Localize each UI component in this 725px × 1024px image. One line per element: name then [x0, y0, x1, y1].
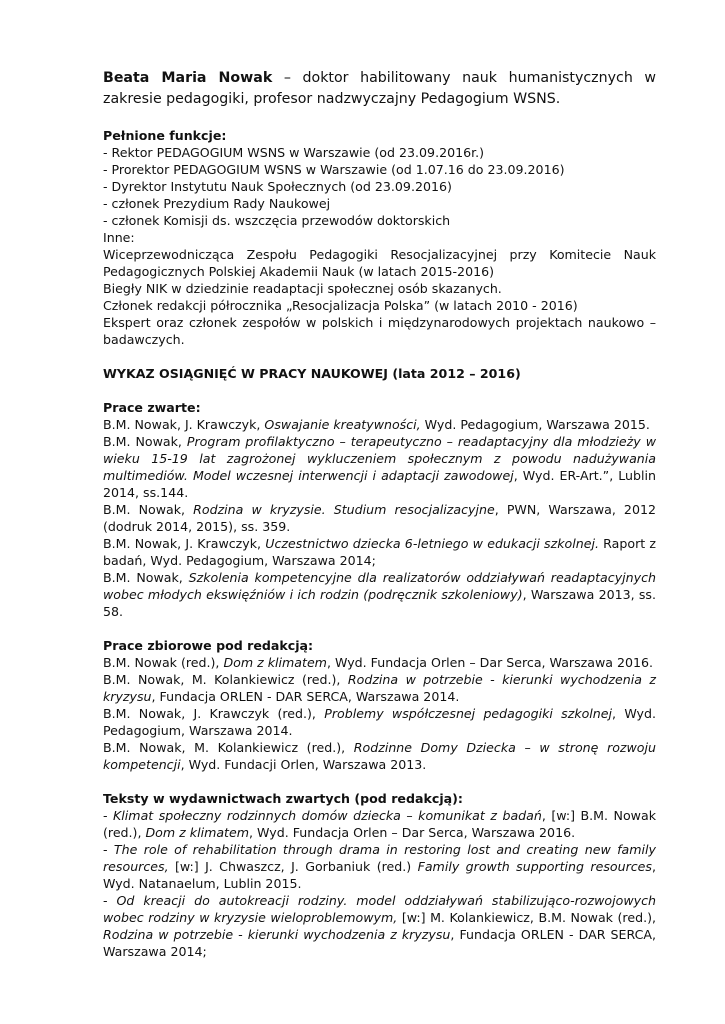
entry-authors: B.M. Nowak, M. Kolankiewicz (red.),: [103, 672, 348, 687]
entry-authors: B.M. Nowak,: [103, 434, 187, 449]
monograph-entry: [103, 433, 656, 501]
entry-title: Dom z klimatem: [223, 655, 327, 670]
entry-title: Szkolenia kompetencyjne dla realizatorów oddziaływań readaptacyjnych wobec młodych ekswięźniów i ich rodzin (podręcznik szkoleniowy): [103, 570, 656, 602]
entry-authors: B.M. Nowak, J. Krawczyk (red.),: [103, 706, 325, 721]
entry-publisher: , Wyd. Fundacja Orlen – Dar Serca, Warszawa 2016.: [326, 655, 654, 670]
entry-title: Rodzinne Domy Dziecka – w stronę rozwoju kompetencji: [103, 740, 656, 772]
monograph-entry: [103, 501, 656, 535]
other-label: Inne:: [103, 230, 135, 245]
entry-title: Oswajanie kreatywności,: [264, 417, 421, 432]
chapter-entry: [103, 807, 656, 841]
function-item: - Prorektor PEDAGOGIUM WSNS w Warszawie (od 1.07.16 do 23.09.2016): [103, 162, 565, 177]
entry-authors: B.M. Nowak, M. Kolankiewicz (red.),: [103, 740, 354, 755]
entry-publisher: , Fundacja ORLEN - DAR SERCA, Warszawa 2014.: [151, 689, 460, 704]
entry-book-title: Family growth supporting resources: [417, 859, 652, 874]
entry-book-title: Rodzina w potrzebie - kierunki wychodzenia z kryzysu: [103, 927, 451, 942]
entry-publisher: Wyd. Pedagogium, Warszawa 2015.: [420, 417, 650, 432]
function-item: - członek Komisji ds. wszczęcia przewodów doktorskich: [103, 213, 451, 228]
entry-publisher: , Wyd. Natanaelum, Lublin 2015.: [103, 859, 656, 891]
entry-publisher: , Wyd. ER-Art.”, Lublin 2014, ss.144.: [103, 468, 657, 500]
entry-book-title: Dom z klimatem: [145, 825, 250, 840]
chapter-entry: [103, 892, 656, 960]
edited-entry: [103, 739, 656, 773]
entry-authors: B.M. Nowak (red.),: [103, 655, 224, 670]
edited-list: [103, 654, 656, 773]
document-page: [103, 68, 656, 960]
entry-authors: -: [103, 808, 114, 823]
chapters-list: [103, 807, 656, 960]
monographs-title: Prace zwarte:: [103, 400, 201, 415]
intro-paragraph: [103, 68, 656, 110]
chapters-title: Teksty w wydawnictwach zwartych (pod redakcją):: [103, 791, 463, 806]
entry-publisher: , Warszawa 2013, ss. 58.: [103, 587, 656, 619]
entry-title: Od kreacji do autokreacji rodziny. model oddziaływań stabilizująco-rozwojowych wobec rodziny w kryzysie wieloproblemowym,: [103, 893, 656, 925]
entry-editors: [w:] J. Chwaszcz, J. Gorbaniuk (red.): [168, 859, 418, 874]
entry-editors: , [w:] B.M. Nowak (red.),: [103, 808, 656, 840]
entry-publisher: , Wyd. Pedagogium, Warszawa 2014.: [103, 706, 656, 738]
entry-publisher: , Fundacja ORLEN - DAR SERCA, Warszawa 2014;: [103, 927, 656, 959]
entry-title: Klimat społeczny rodzinnych domów dziecka – komunikat z badań: [113, 808, 542, 823]
entry-title: Rodzina w kryzysie. Studium resocjalizacyjne: [193, 502, 495, 517]
entry-title: Problemy współczesnej pedagogiki szkolnej: [324, 706, 613, 721]
entry-authors: -: [103, 842, 114, 857]
author-name: Beata Maria Nowak: [103, 70, 273, 86]
entry-authors: B.M. Nowak,: [103, 570, 189, 585]
entry-authors: -: [103, 893, 117, 908]
entry-title: Rodzina w potrzebie - kierunki wychodzenia z kryzysu: [103, 672, 656, 704]
edited-title: Prace zbiorowe pod redakcją:: [103, 638, 314, 653]
function-item: - członek Prezydium Rady Naukowej: [103, 196, 331, 211]
entry-editors: [w:] M. Kolankiewicz, B.M. Nowak (red.),: [397, 910, 656, 925]
monographs-list: [103, 416, 656, 620]
entry-publisher: , Wyd. Fundacja Orlen – Dar Serca, Warszawa 2016.: [249, 825, 576, 840]
monograph-entry: [103, 416, 656, 433]
entry-authors: B.M. Nowak,: [103, 502, 194, 517]
other-item: Członek redakcji półrocznika „Resocjalizacja Polska” (w latach 2010 - 2016): [103, 298, 578, 313]
monograph-entry: [103, 569, 656, 620]
edited-entry: [103, 671, 656, 705]
entry-publisher: Raport z badań, Wyd. Pedagogium, Warszawa 2014;: [103, 536, 657, 568]
achievements-heading: WYKAZ OSIĄGNIĘĆ W PRACY NAUKOWEJ (lata 2012 – 2016): [103, 366, 521, 381]
edited-entry: [103, 654, 656, 671]
other-item: Wiceprzewodnicząca Zespołu Pedagogiki Resocjalizacyjnej przy Komitecie Nauk Pedagogicznych Polskiej Akademii Nauk (w latach 2015-2016): [103, 247, 656, 279]
entry-publisher: , PWN, Warszawa, 2012 (dodruk 2014, 2015), ss. 359.: [103, 502, 656, 534]
entry-title: The role of rehabilitation through drama in restoring lost and creating new family resources,: [103, 842, 656, 874]
entry-authors: B.M. Nowak, J. Krawczyk,: [103, 536, 266, 551]
chapter-entry: [103, 841, 656, 892]
other-item: Biegły NIK w dziedzinie readaptacji społecznej osób skazanych.: [103, 281, 502, 296]
functions-title: Pełnione funkcje:: [103, 128, 227, 143]
entry-title: Program profilaktyczno – terapeutyczno – readaptacyjny dla młodzieży w wieku 15-19 lat zagrożonej wykluczeniem społecznym z powodu nadużywania multimediów. Model wczesnej interwencji i adaptacji zawodowej: [103, 434, 656, 483]
function-item: - Dyrektor Instytutu Nauk Społecznych (od 23.09.2016): [103, 179, 452, 194]
edited-entry: [103, 705, 656, 739]
entry-authors: B.M. Nowak, J. Krawczyk,: [103, 417, 265, 432]
entry-title: Uczestnictwo dziecka 6-letniego w edukacji szkolnej.: [265, 536, 599, 551]
entry-publisher: , Wyd. Fundacji Orlen, Warszawa 2013.: [180, 757, 427, 772]
other-item: Ekspert oraz członek zespołów w polskich i międzynarodowych projektach naukowo – badawczych.: [103, 315, 656, 347]
monograph-entry: [103, 535, 656, 569]
function-item: - Rektor PEDAGOGIUM WSNS w Warszawie (od 23.09.2016r.): [103, 145, 485, 160]
intro-text: – doktor habilitowany nauk humanistycznych w zakresie pedagogiki, profesor nadzwyczajny Pedagogium WSNS.: [103, 70, 656, 107]
